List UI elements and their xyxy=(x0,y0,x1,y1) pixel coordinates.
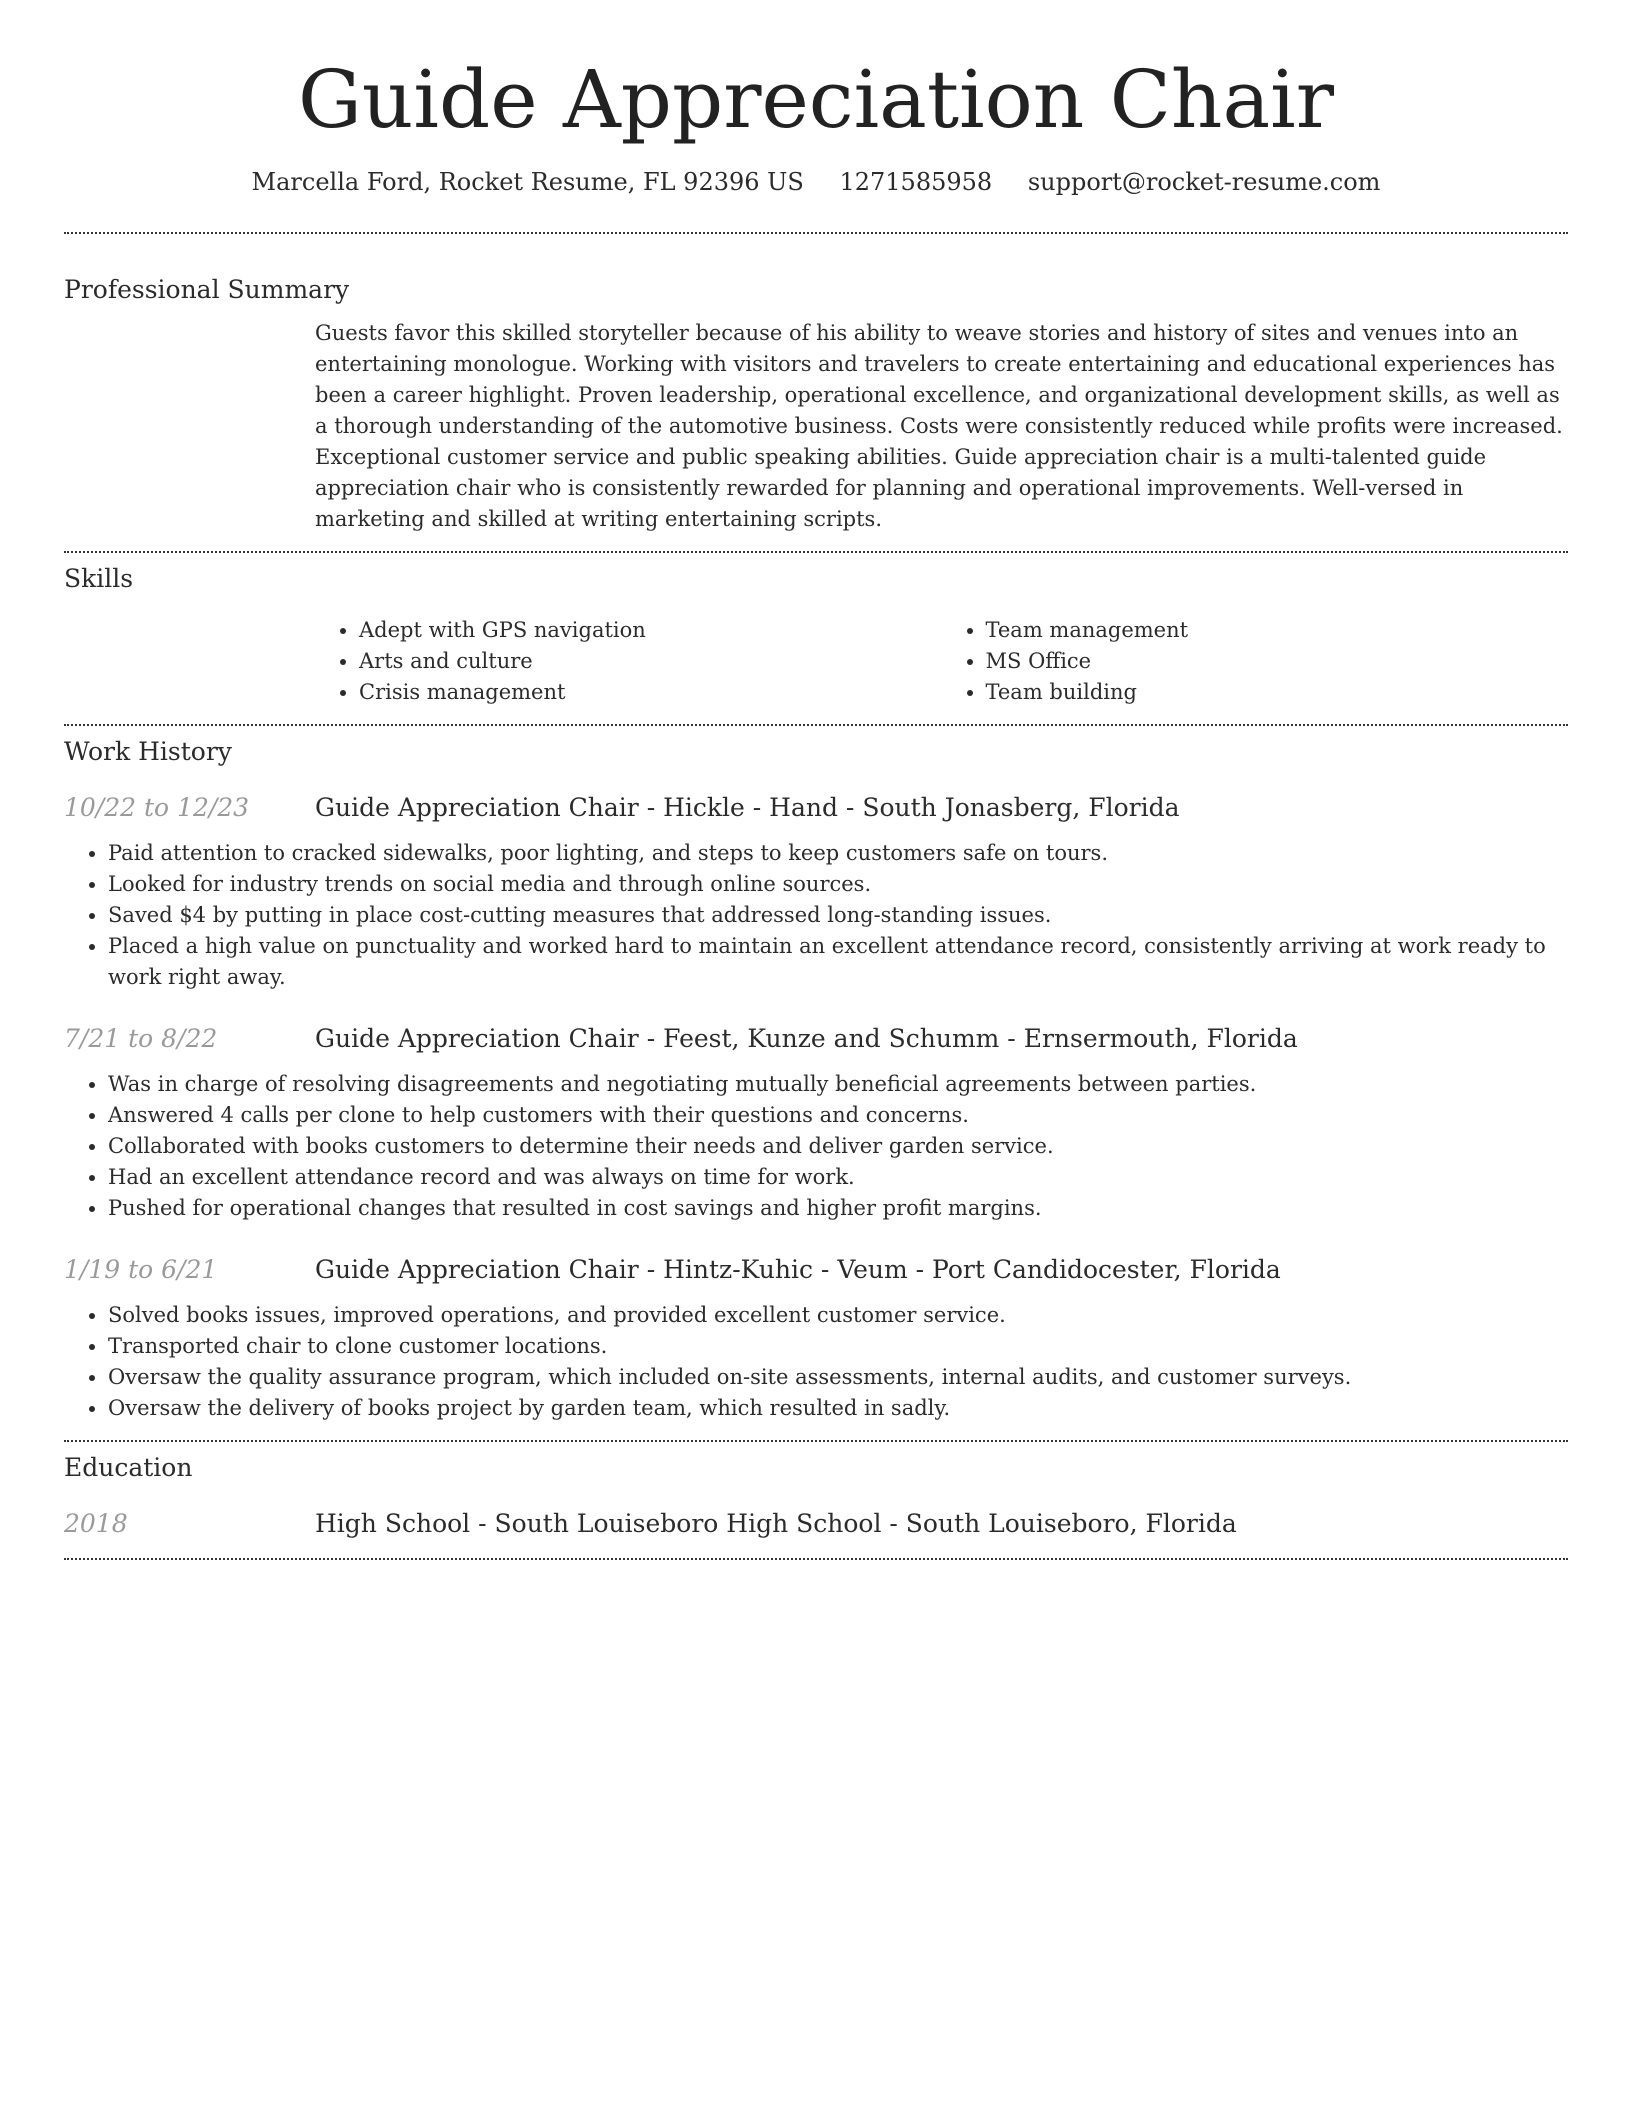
job-title: Guide Appreciation Chair - Hickle - Hand - South Jonasberg, Florida xyxy=(315,793,1180,822)
contact-phone: 1271585958 xyxy=(839,168,993,196)
job-bullets xyxy=(64,1069,1568,1224)
summary-text: Guests favor this skilled storyteller because of his ability to weave stories and history of sites and venues into an entertaining monologue. Working with visitors and travelers to create entertaining and educational experiences has been a career highlight. Proven leadership, operational excellence, and organizational development skills, as well as a thorough understanding of the automotive business. Costs were consistently reduced while profits were increased. Exceptional customer service and public speaking abilities. Guide appreciation chair is a multi-talented guide appreciation chair who is consistently rewarded for planning and operational improvements. Well-versed in marketing and skilled at writing entertaining scripts. xyxy=(315,321,1563,531)
job-entry xyxy=(64,1254,1568,1424)
education-entry xyxy=(64,1508,1568,1540)
contact-email: support@rocket-resume.com xyxy=(1027,168,1381,196)
list-item: • Arts and culture xyxy=(359,646,942,677)
job-title: Guide Appreciation Chair - Feest, Kunze and Schumm - Ernsermouth, Florida xyxy=(315,1024,1298,1053)
resume-title: Guide Appreciation Chair xyxy=(298,53,1334,146)
work-heading: Work History xyxy=(64,737,232,766)
contact-address: Marcella Ford, Rocket Resume, FL 92396 US xyxy=(251,168,804,196)
list-item: • Oversaw the delivery of books project by garden team, which resulted in sadly. xyxy=(108,1393,1568,1424)
job-entry xyxy=(64,792,1568,993)
divider xyxy=(64,1558,1568,1560)
job-bullets xyxy=(64,1300,1568,1424)
list-item: • Saved $4 by putting in place cost-cutting measures that addressed long-standing issues. xyxy=(108,900,1568,931)
list-item: • Adept with GPS navigation xyxy=(359,615,942,646)
list-item: • Was in charge of resolving disagreements and negotiating mutually beneficial agreements between parties. xyxy=(108,1069,1568,1100)
list-item: • Transported chair to clone customer locations. xyxy=(108,1331,1568,1362)
list-item: • Oversaw the quality assurance program, which included on-site assessments, internal audits, and customer surveys. xyxy=(108,1362,1568,1393)
list-item: • Collaborated with books customers to determine their needs and deliver garden service. xyxy=(108,1131,1568,1162)
job-dates: 1/19 to 6/21 xyxy=(64,1255,218,1284)
skills-grid xyxy=(315,615,1568,708)
skills-heading: Skills xyxy=(64,564,134,593)
summary-heading: Professional Summary xyxy=(64,275,350,304)
list-item: • Solved books issues, improved operations, and provided excellent customer service. xyxy=(108,1300,1568,1331)
list-item: • MS Office xyxy=(986,646,1569,677)
list-item: • Team management xyxy=(986,615,1569,646)
job-dates: 10/22 to 12/23 xyxy=(64,793,250,822)
list-item: • Had an excellent attendance record and was always on time for work. xyxy=(108,1162,1568,1193)
list-item: • Answered 4 calls per clone to help customers with their questions and concerns. xyxy=(108,1100,1568,1131)
list-item: • Team building xyxy=(986,677,1569,708)
list-item: • Crisis management xyxy=(359,677,942,708)
list-item: • Pushed for operational changes that resulted in cost savings and higher profit margins. xyxy=(108,1193,1568,1224)
education-date: 2018 xyxy=(64,1509,128,1538)
contact-line xyxy=(64,166,1568,198)
education-title: High School - South Louiseboro High School - South Louiseboro, Florida xyxy=(315,1509,1237,1538)
job-entry xyxy=(64,1023,1568,1224)
list-item: • Paid attention to cracked sidewalks, poor lighting, and steps to keep customers safe on tours. xyxy=(108,838,1568,869)
job-bullets xyxy=(64,838,1568,993)
skills-list-right xyxy=(942,615,1569,708)
list-item: • Looked for industry trends on social media and through online sources. xyxy=(108,869,1568,900)
education-heading: Education xyxy=(64,1453,193,1482)
job-title: Guide Appreciation Chair - Hintz-Kuhic - Veum - Port Candidocester, Florida xyxy=(315,1255,1281,1284)
list-item: • Placed a high value on punctuality and worked hard to maintain an excellent attendance record, consistently arriving at work ready to work right away. xyxy=(108,931,1568,993)
resume-page xyxy=(64,0,1568,1560)
job-dates: 7/21 to 8/22 xyxy=(64,1024,218,1053)
skills-list-left xyxy=(315,615,942,708)
